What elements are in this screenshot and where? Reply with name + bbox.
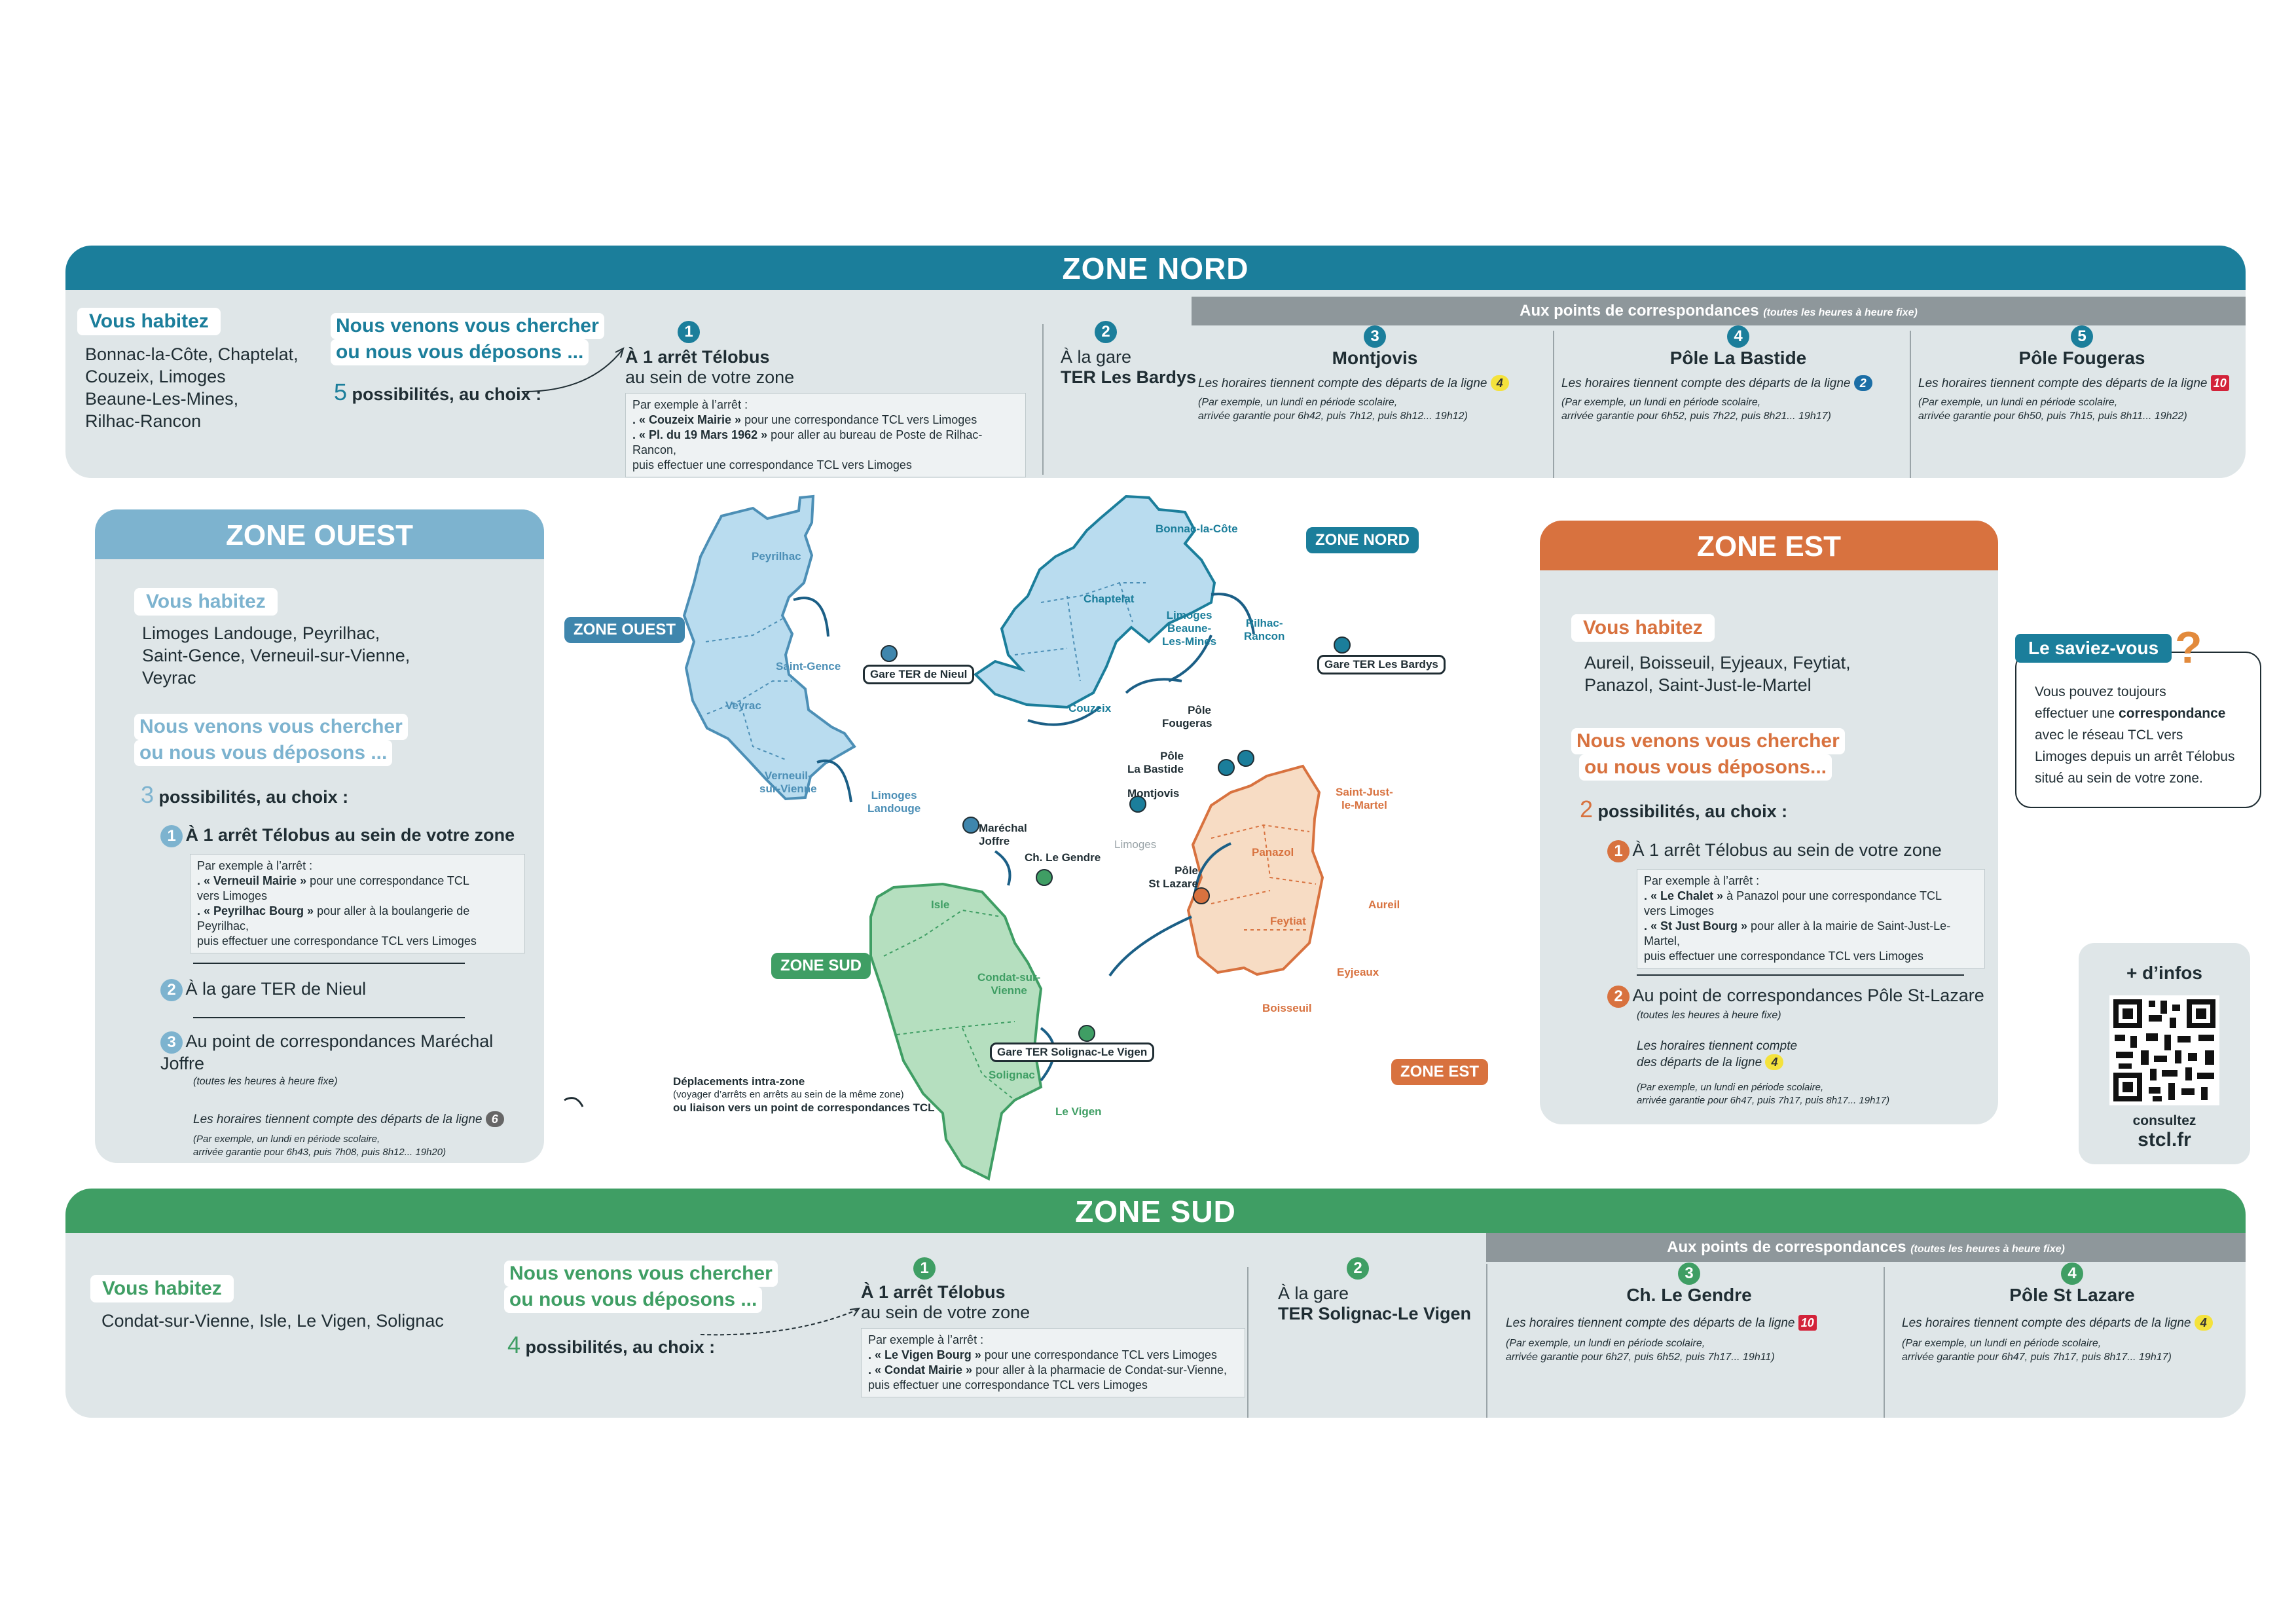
map-stop-joffre: Maréchal Joffre — [979, 822, 1027, 847]
est-possibilites: 2 possibilités, au choix : — [1580, 796, 1788, 822]
nord-col-3: 3 Montjovis Les horaires tiennent compte des départs de la ligne 4 (Par exemple, un lundi en période scolaire, arrivée garantie pour 6h42, puis 7h12, puis 8h12... 19h12) — [1198, 325, 1552, 423]
nord-opt1-example: Par exemple à l’arrêt : . « Couzeix Mairie » pour une correspondance TCL vers Limoges . « Pl. du 19 Mars 1962 » pour aller au bureau de Poste de Rilhac-Rancon, puis effectuer une correspondance TCL vers Limoges — [625, 393, 1026, 477]
map-stop-montjovis: Montjovis — [1127, 787, 1180, 800]
arrow-nord-bastide — [1126, 679, 1182, 693]
est-opt1: 1 À 1 arrêt Télobus au sein de votre zone Par exemple à l’arrêt : . « Le Chalet » à Panazol pour une correspondance TCL vers Limoges . « St Just Bourg » pour aller à la mairie de Saint-Just-Le-Martel, puis effectuer une correspondance TCL vers Limoges — [1607, 840, 1987, 969]
map-stop-legendre: Ch. Le Gendre — [1025, 851, 1101, 864]
map-stop-solignac: Gare TER Solignac-Le Vigen — [990, 1043, 1154, 1062]
map-commune-solignac: Solignac — [989, 1069, 1035, 1081]
map-commune-peyrilhac: Peyrilhac — [752, 550, 801, 563]
arrow-sud-stlazare — [1110, 917, 1192, 976]
sud-opt1-example: Par exemple à l’arrêt : . « Le Vigen Bourg » pour une correspondance TCL vers Limoges . « Condat Mairie » pour aller à la pharmacie de Condat-sur-Vienne, puis effectuer une correspondance TCL vers Limoges — [861, 1328, 1245, 1397]
est-sep — [1637, 974, 1964, 976]
map-commune-saint-gence: Saint-Gence — [776, 660, 841, 673]
map-commune-couzeix: Couzeix — [1068, 702, 1112, 714]
infos-site-link[interactable]: stcl.fr — [2138, 1129, 2191, 1151]
qr-code-icon[interactable] — [2109, 995, 2219, 1105]
ouest-opt2: 2 À la gare TER de Nieul — [160, 979, 366, 1001]
ouest-opt1-example: Par exemple à l’arrêt : . « Verneuil Mairie » pour une correspondance TCL vers Limoges . « Peyrilhac Bourg » pour aller à la boulangerie de Peyrilhac, puis effectuer une correspondance TCL vers Limoges — [190, 854, 525, 953]
map-commune-condat: Condat-sur- Vienne — [977, 971, 1041, 997]
sud-divider-3 — [1884, 1267, 1885, 1418]
stop-bardys-dot — [1334, 637, 1350, 653]
map-stop-nieul: Gare TER de Nieul — [863, 665, 974, 684]
stop-solignac-dot — [1079, 1025, 1095, 1041]
saviez-vous-title: Le saviez-vous — [2015, 634, 2172, 663]
map-zone-est — [1188, 766, 1322, 974]
ouest-nous-venons: Nous venons vous chercher ou nous vous déposons ... — [134, 714, 408, 766]
stop-joffre-dot — [963, 817, 979, 833]
sud-corr-header: Aux points de correspondances (toutes les heures à heure fixe) — [1486, 1233, 2246, 1262]
sud-col-3: 3 Ch. Le Gendre Les horaires tiennent compte des départs de la ligne 10 (Par exemple, un lundi en période scolaire, arrivée garantie pour 6h27, puis 6h52, puis 7h17... 19h11) — [1506, 1263, 1872, 1364]
map-commune-le-vigen: Le Vigen — [1055, 1105, 1102, 1118]
nord-arrow — [517, 341, 629, 399]
nord-col-4: 4 Pôle La Bastide Les horaires tiennent compte des départs de la ligne 2 (Par exemple, un lundi en période scolaire, arrivée garantie pour 6h52, puis 7h22, puis 8h21... 19h17) — [1561, 325, 1915, 423]
sud-vous-habitez: Vous habitez — [90, 1275, 234, 1302]
map-commune-rilhac: Rilhac- Rancon — [1244, 617, 1285, 642]
sud-opt2: 2 À la gare TER Solignac-Le Vigen — [1278, 1257, 1471, 1324]
nord-corr-header: Aux points de correspondances (toutes les heures à heure fixe) — [1192, 297, 2246, 325]
nord-possibilites: 5 possibilités, au choix : — [334, 378, 542, 405]
nord-col-5: 5 Pôle Fougeras Les horaires tiennent compte des départs de la ligne 10 (Par exemple, un lundi en période scolaire, arrivée garantie pour 6h50, puis 7h15, puis 8h11... 19h22) — [1918, 325, 2246, 423]
nord-divider-1 — [1042, 324, 1044, 475]
stop-fougeras-dot — [1238, 750, 1254, 766]
map-tag-ouest: ZONE OUEST — [564, 617, 685, 643]
map-stop-stlazare: Pôle St Lazare — [1148, 864, 1198, 890]
nord-opt1: 1 À 1 arrêt Télobus au sein de votre zone Par exemple à l’arrêt : . « Couzeix Mairie » pour une correspondance TCL vers Limoges . « Pl. du 19 Mars 1962 » pour aller au bureau de Poste de Rilhac-Rancon, puis effectuer une correspondance TCL vers Limoges — [625, 321, 1031, 477]
nord-nous-venons: Nous venons vous chercher ou nous vous déposons ... — [331, 313, 604, 365]
map-commune-saint-just: Saint-Just- le-Martel — [1336, 786, 1393, 811]
stop-legendre-dot — [1036, 870, 1052, 885]
sud-communes: Condat-sur-Vienne, Isle, Le Vigen, Solignac — [101, 1311, 444, 1331]
map-commune-landouge: Limoges Landouge — [867, 789, 921, 815]
map-commune-isle: Isle — [931, 898, 950, 911]
map-commune-eyjeaux: Eyjeaux — [1337, 966, 1379, 978]
map-stop-fougeras: Pôle Fougeras — [1162, 704, 1212, 729]
est-nous-venons: Nous venons vous chercher ou nous vous déposons... — [1571, 728, 1845, 781]
map-commune-bonnac: Bonnac-la-Côte — [1156, 523, 1238, 535]
sud-divider-2 — [1486, 1264, 1487, 1418]
map-commune-beaune: Limoges Beaune- Les-Mines — [1162, 609, 1217, 648]
map-tag-est: ZONE EST — [1391, 1059, 1488, 1085]
zone-est-title: ZONE EST — [1540, 521, 1998, 570]
est-opt1-example: Par exemple à l’arrêt : . « Le Chalet » à Panazol pour une correspondance TCL vers Limoges . « St Just Bourg » pour aller à la mairie de Saint-Just-Le-Martel, puis effectuer une correspondance TCL vers Limoges — [1637, 869, 1985, 969]
map-commune-boisseuil: Boisseuil — [1262, 1002, 1312, 1014]
map-tag-sud: ZONE SUD — [771, 953, 871, 979]
sud-possibilites: 4 possibilités, au choix : — [507, 1331, 716, 1358]
zone-sud-title: ZONE SUD — [65, 1189, 2246, 1233]
ouest-opt3: 3 Au point de correspondances Maréchal Joffre (toutes les heures à heure fixe) Les horaires tiennent compte des départs de la ligne 6 (Par exemple, un lundi en période scolaire, arrivée garantie pour 6h43, puis 7h08, puis 8h12... 19h20) — [160, 1031, 534, 1159]
map-commune-feytiat: Feytiat — [1270, 915, 1306, 927]
map-legend: Déplacements intra-zone (voyager d’arrêts en arrêts au sein de la même zone) ou liaison vers un point de correspondances TCL — [673, 1075, 935, 1114]
nord-vous-habitez: Vous habitez — [77, 308, 221, 335]
sud-divider-1 — [1247, 1267, 1248, 1418]
infos-consultez: consultez — [2132, 1113, 2196, 1128]
ouest-opt1: 1 À 1 arrêt Télobus au sein de votre zone Par exemple à l’arrêt : . « Verneuil Mairie » pour une correspondance TCL vers Limoges . « Peyrilhac Bourg » pour aller à la boulangerie de Peyrilhac, puis effectuer une correspondance TCL vers Limoges — [160, 825, 527, 953]
map-commune-chaptelat: Chaptelat — [1084, 593, 1135, 605]
map-stop-bardys: Gare TER Les Bardys — [1317, 655, 1446, 674]
map-zone-sud — [871, 884, 1041, 1179]
map-stop-bastide: Pôle La Bastide — [1127, 750, 1184, 775]
nord-communes: Bonnac-la-Côte, Chaptelat, Couzeix, Limoges Beaune-Les-Mines, Rilhac-Rancon — [85, 344, 299, 431]
nord-divider-2 — [1553, 331, 1554, 478]
map-commune-veyrac: Veyrac — [725, 699, 761, 712]
stop-bastide-dot — [1218, 760, 1234, 775]
map-tag-nord: ZONE NORD — [1306, 527, 1419, 553]
nord-opt2: 2 À la gare TER Les Bardys — [1061, 321, 1196, 388]
map-commune-verneuil: Verneuil- sur-Vienne — [759, 769, 817, 795]
ouest-vous-habitez: Vous habitez — [134, 588, 278, 616]
est-vous-habitez: Vous habitez — [1571, 614, 1715, 642]
ouest-possibilites: 3 possibilités, au choix : — [141, 781, 349, 808]
sud-col-4: 4 Pôle St Lazare Les horaires tiennent compte des départs de la ligne 4 (Par exemple, un lundi en période scolaire, arrivée garantie pour 6h47, puis 7h17, puis 8h17... 19h17) — [1902, 1263, 2242, 1364]
question-mark-icon: ? — [2175, 623, 2202, 673]
legend-arrow-icon — [564, 1098, 583, 1107]
arrow-sud-legendre — [995, 851, 1010, 885]
saviez-vous-text: Vous pouvez toujours effectuer une correspondance avec le réseau TCL vers Limoges depuis un arrêt Télobus situé au sein de votre zone. — [2035, 684, 2235, 786]
ouest-sep-2 — [193, 1017, 465, 1018]
est-communes: Aureil, Boisseuil, Eyjeaux, Feytiat, Panazol, Saint-Just-le-Martel — [1584, 653, 1851, 695]
sud-opt1: 1 À 1 arrêt Télobus au sein de votre zone Par exemple à l’arrêt : . « Le Vigen Bourg » pour une correspondance TCL vers Limoges . « Condat Mairie » pour aller à la pharmacie de Condat-sur-Vienne, puis effectuer une correspondance TCL vers Limoges — [861, 1257, 1254, 1397]
ouest-sep-1 — [193, 963, 465, 964]
est-opt2: 2 Au point de correspondances Pôle St-Lazare (toutes les heures à heure fixe) Les horaires tiennent compte des départs de la ligne 4 (Par exemple, un lundi en période scolaire, arrivée garantie pour 6h47, puis 7h17, puis 8h17... 19h17) — [1607, 986, 1987, 1107]
map-commune-limoges: Limoges — [1114, 838, 1157, 851]
nord-divider-3 — [1910, 331, 1911, 478]
zone-ouest-title: ZONE OUEST — [95, 509, 544, 559]
map-commune-aureil: Aureil — [1368, 898, 1400, 911]
sud-arrow — [694, 1290, 864, 1349]
map-commune-panazol: Panazol — [1252, 846, 1294, 858]
map-zone-ouest — [684, 496, 854, 799]
sud-nous-venons: Nous venons vous chercher ou nous vous déposons ... — [504, 1261, 778, 1313]
zone-nord-title: ZONE NORD — [65, 246, 2246, 290]
ouest-communes: Limoges Landouge, Peyrilhac, Saint-Gence, Verneuil-sur-Vienne, Veyrac — [142, 623, 410, 688]
infos-title: + d’infos — [2126, 963, 2202, 983]
stop-nieul-dot — [881, 646, 897, 661]
arrow-ouest-nieul — [793, 598, 828, 637]
